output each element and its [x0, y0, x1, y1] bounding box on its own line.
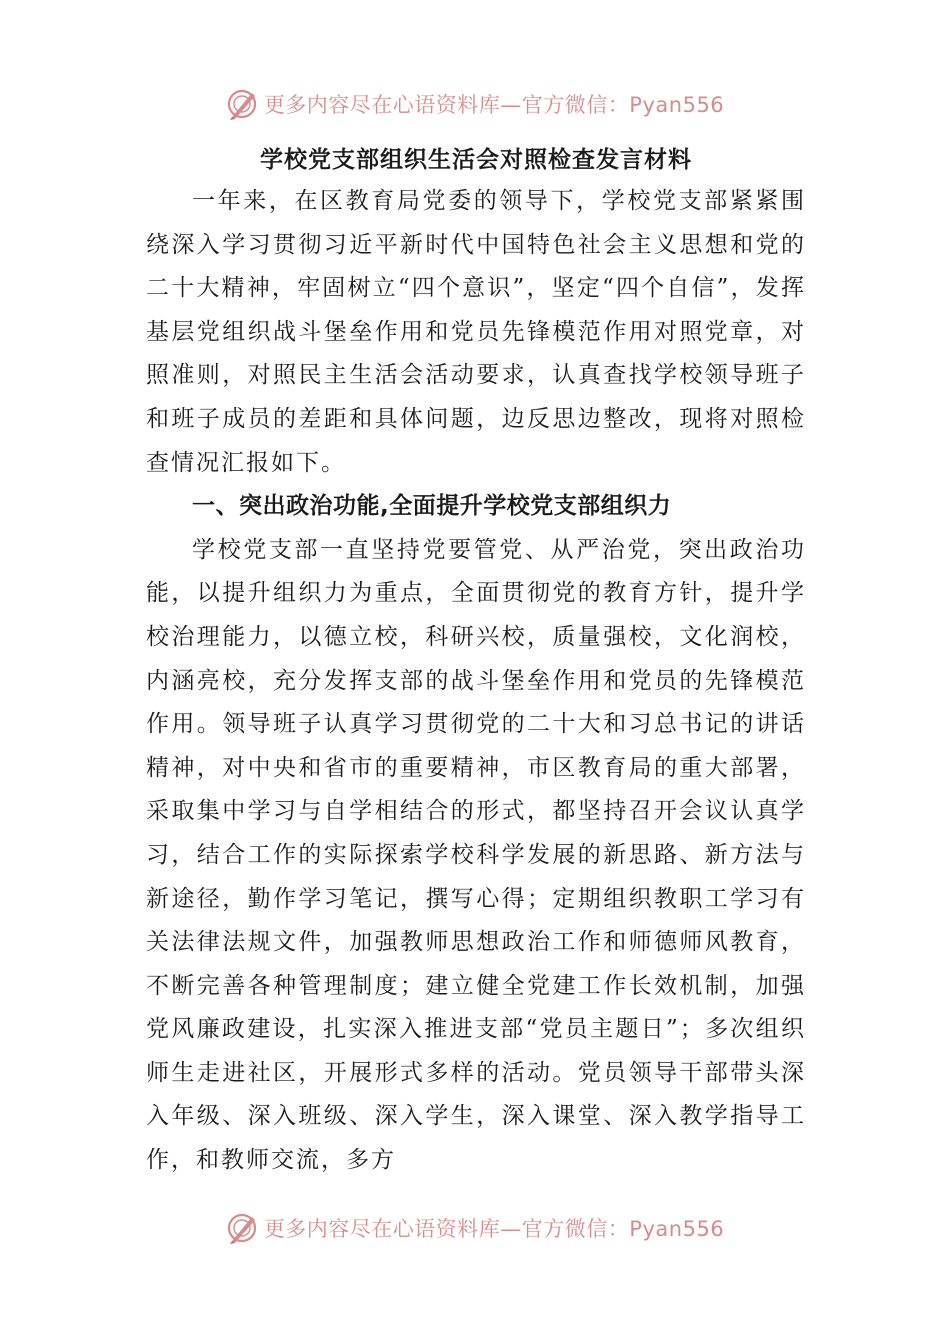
watermark-text: 更多内容尽在心语资料库—官方微信：Pyan556 — [263, 1217, 725, 1241]
intro-paragraph: 一年来，在区教育局党委的领导下，学校党支部紧紧围绕深入学习贯彻习近平新时代中国特色社会主义思想和党的二十大精神，牢固树立“四个意识”，坚定“四个自信”，发挥基层党组织战斗堡垒作用和党员先锋模范作用对照党章，对照准则，对照民主生活会活动要求，认真查找学校领导班子和班子成员的差距和具体问题，边反思边整改，现将对照检查情况汇报如下。 — [146, 188, 806, 476]
pen-circle-logo-icon — [226, 87, 260, 121]
document-body — [146, 140, 806, 1183]
section-paragraph: 学校党支部一直坚持党要管党、从严治党，突出政治功能，以提升组织力为重点，全面贯彻党的教育方针，提升学校治理能力，以德立校，科研兴校，质量强校，文化润校，内涵亮校，充分发挥支部的战斗堡垒作用和党员的先锋模范作用。领导班子认真学习贯彻党的二十大和习总书记的讲话精神，对中央和省市的重要精神，市区教育局的重大部署，采取集中学习与自学相结合的形式，都坚持召开会议认真学习，结合工作的实际探索学校科学发展的新思路、新方法与新途径，勤作学习笔记，撰写心得；定期组织教职工学习有关法律法规文件，加强教师思想政治工作和师德师风教育，不断完善各种管理制度；建立健全党建工作长效机制，加强党风廉政建设，扎实深入推进支部“党员主题日”；多次组织师生走进社区，开展形式多样的活动。党员领导干部带头深入年级、深入班级、深入学生，深入课堂、深入教学指导工作，和教师交流，多方 — [146, 536, 806, 1174]
watermark-text: 更多内容尽在心语资料库—官方微信：Pyan556 — [263, 93, 725, 117]
section-heading: 一、突出政治功能,全面提升学校党支部组织力 — [192, 493, 672, 520]
footer-watermark-banner — [0, 1208, 950, 1248]
pen-circle-logo-icon — [226, 1211, 260, 1245]
document-title: 学校党支部组织生活会对照检查发言材料 — [260, 147, 692, 173]
header-watermark-banner — [0, 84, 950, 124]
